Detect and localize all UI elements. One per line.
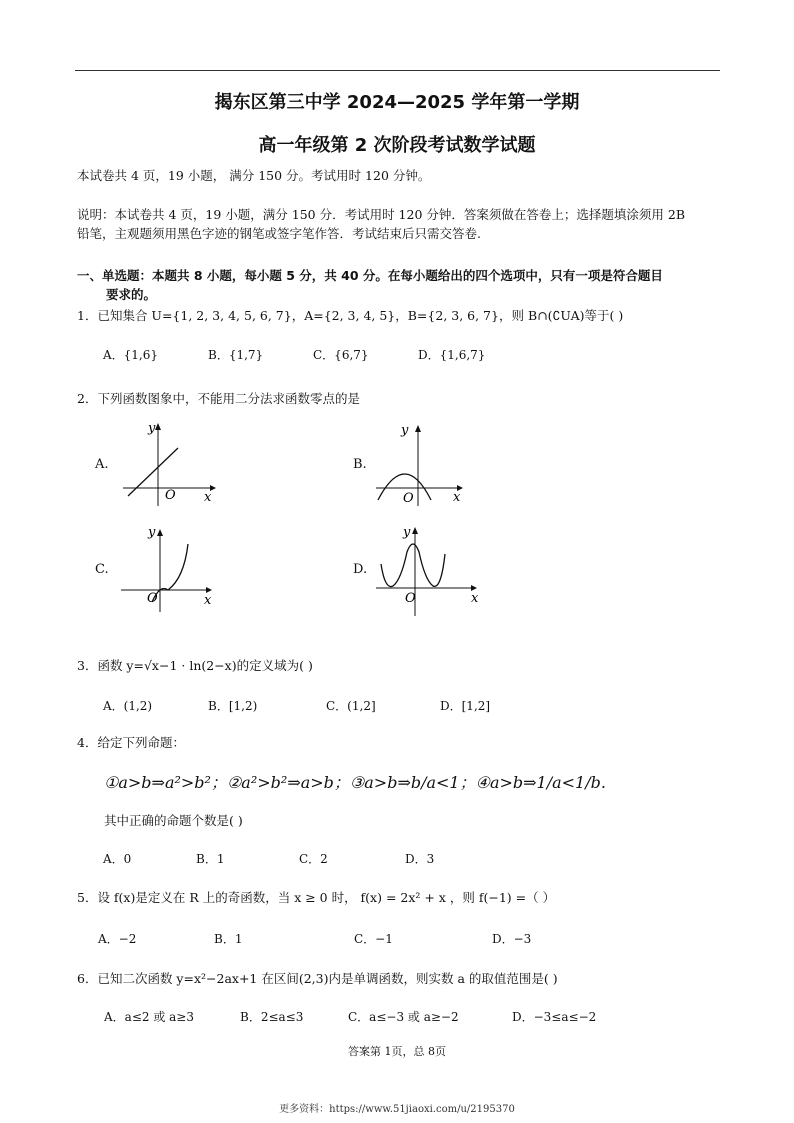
q1-option-c: C．{6,7}: [313, 348, 369, 362]
graph-b-x-label: x: [453, 490, 461, 505]
question-1-stem: 1．已知集合 U={1, 2, 3, 4, 5, 6, 7}，A={2, 3, 4, 5}，B={2, 3, 6, 7}，则 B∩(∁UA)等于( ): [77, 308, 624, 323]
graph-a-label: A.: [95, 457, 109, 472]
q1-option-d: D．{1,6,7}: [418, 348, 486, 362]
graph-a-x-label: x: [204, 490, 212, 505]
graph-a-y-arrow: [155, 423, 161, 430]
graph-c-label: C.: [95, 562, 109, 577]
question-6-stem: 6．已知二次函数 y=x²−2ax+1 在区间(2,3)内是单调函数，则实数 a 的取值范围是( ): [77, 971, 558, 986]
q4-option-d: D．3: [405, 852, 435, 866]
q6-option-c: C．a≤−3 或 a≥−2: [348, 1010, 459, 1024]
q1-option-b: B．{1,7}: [208, 348, 264, 362]
q5-option-d: D．−3: [492, 932, 532, 946]
question-3-stem: 3．函数 y=√x−1 · ln(2−x)的定义域为( ): [77, 658, 313, 673]
graph-d-curve: [381, 544, 445, 587]
graph-c-x-label: x: [204, 593, 212, 608]
exam-title-line2: 高一年级第 2 次阶段考试数学试题: [258, 135, 536, 156]
graph-a-y-label: y: [148, 421, 156, 436]
graph-b-origin: O: [403, 491, 414, 506]
q5-option-b: B．1: [214, 932, 243, 946]
q3-option-c: C．(1,2]: [326, 699, 376, 713]
q4-option-a: A．0: [103, 852, 132, 866]
q4-option-b: B．1: [196, 852, 225, 866]
q1-option-a: A．{1,6}: [103, 348, 159, 362]
q6-option-a: A．a≤2 或 a≥3: [104, 1010, 194, 1024]
graph-d-x-label: x: [471, 591, 479, 606]
graph-c: [118, 522, 218, 614]
top-rule: [75, 70, 720, 71]
q5-option-c: C．−1: [354, 932, 393, 946]
question-4-propositions: ①a>b⇒a²>b²；②a²>b²⇒a>b；③a>b⇒b/a<1；④a>b⇒1/a<1/b.: [104, 773, 606, 792]
source-link[interactable]: 更多资料：https://www.51jiaoxi.com/u/2195370: [279, 1104, 515, 1115]
question-5-stem: 5．设 f(x)是定义在 R 上的奇函数，当 x ≥ 0 时， f(x) = 2x² + x ，则 f(−1) =（ ）: [77, 890, 556, 905]
page-footer: 答案第 1页，总 8页: [348, 1045, 446, 1058]
graph-b-label: B.: [353, 457, 367, 472]
graph-d-y-label: y: [403, 525, 411, 540]
question-4-stem: 4．给定下列命题：: [77, 735, 185, 750]
graph-c-y-arrow: [157, 529, 163, 536]
note-line2: 铅笔，主观题须用黑色字迹的钢笔或签字笔作答．考试结束后只需交答卷.: [77, 226, 481, 241]
section-heading-line1: 一、单选题：本题共 8 小题，每小题 5 分，共 40 分。在每小题给出的四个选项中，只有一项是符合题目: [77, 268, 663, 283]
section-heading-line2: 要求的。: [106, 287, 157, 302]
q3-option-a: A．(1,2): [103, 699, 153, 713]
graph-b-y-arrow: [415, 425, 421, 432]
q6-option-d: D．−3≤a≤−2: [512, 1010, 597, 1024]
question-4-sub: 其中正确的命题个数是( ): [104, 813, 243, 828]
q6-option-b: B．2≤a≤3: [240, 1010, 304, 1024]
note-line1: 说明：本试卷共 4 页，19 小题，满分 150 分．考试用时 120 分钟．答案须做在答卷上；选择题填涂须用 2B: [77, 207, 686, 222]
graph-a: [118, 418, 218, 508]
graph-c-origin: O: [147, 591, 158, 606]
exam-title-line1: 揭东区第三中学 2024—2025 学年第一学期: [214, 92, 580, 113]
q4-option-c: C．2: [299, 852, 328, 866]
graph-d-label: D.: [353, 562, 368, 577]
intro-line: 本试卷共 4 页，19 小题， 满分 150 分。考试用时 120 分钟。: [77, 168, 431, 183]
question-2-stem: 2．下列函数图象中，不能用二分法求函数零点的是: [77, 391, 360, 406]
graph-d: [373, 522, 485, 618]
graph-b: [373, 418, 473, 508]
graph-b-y-label: y: [401, 423, 409, 438]
graph-d-y-arrow: [412, 527, 418, 534]
graph-a-origin: O: [165, 488, 176, 503]
graph-c-y-label: y: [148, 525, 156, 540]
q3-option-b: B．[1,2): [208, 699, 258, 713]
graph-d-origin: O: [405, 591, 416, 606]
q3-option-d: D．[1,2]: [440, 699, 491, 713]
q5-option-a: A．−2: [98, 932, 137, 946]
